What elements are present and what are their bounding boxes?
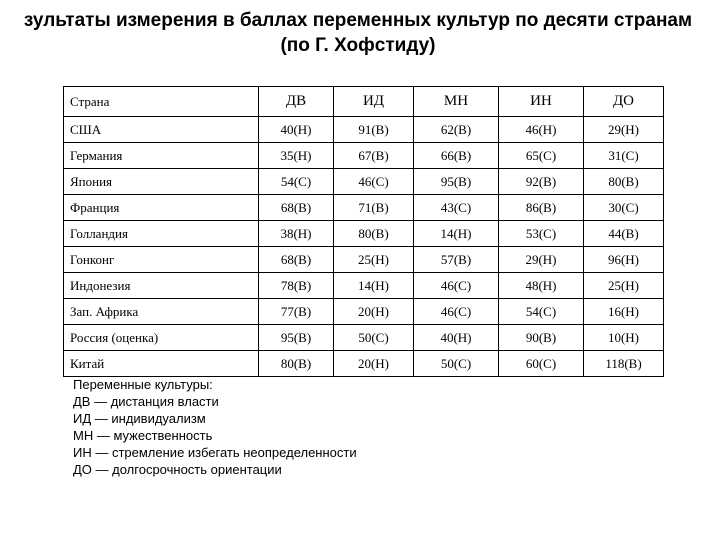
- cell-mn: 43(С): [414, 195, 499, 221]
- cell-in: 46(Н): [499, 117, 584, 143]
- cell-mn: 66(В): [414, 143, 499, 169]
- cell-id: 46(С): [334, 169, 414, 195]
- cell-in: 92(В): [499, 169, 584, 195]
- cell-do: 10(Н): [584, 325, 664, 351]
- legend: [73, 376, 357, 478]
- cell-dv: 40(Н): [259, 117, 334, 143]
- table-row: [64, 247, 664, 273]
- cell-country: Франция: [64, 195, 259, 221]
- cell-country: Гонконг: [64, 247, 259, 273]
- cell-mn: 40(Н): [414, 325, 499, 351]
- cell-mn: 62(В): [414, 117, 499, 143]
- cell-id: 91(В): [334, 117, 414, 143]
- cell-id: 80(В): [334, 221, 414, 247]
- legend-item: ИН — стремление избегать неопределенности: [73, 445, 357, 460]
- column-header-in: ИН: [499, 87, 584, 117]
- cell-do: 44(В): [584, 221, 664, 247]
- table-row: [64, 351, 664, 377]
- cell-mn: 57(В): [414, 247, 499, 273]
- column-header-id: ИД: [334, 87, 414, 117]
- cell-id: 71(В): [334, 195, 414, 221]
- title-line-1: зультаты измерения в баллах переменных культур по десяти странам: [23, 10, 693, 31]
- table-header-row: [64, 87, 664, 117]
- legend-heading: Переменные культуры:: [73, 377, 213, 392]
- cell-country: США: [64, 117, 259, 143]
- table-row: [64, 195, 664, 221]
- cell-in: 48(Н): [499, 273, 584, 299]
- column-header-do: ДО: [584, 87, 664, 117]
- cell-country: Голландия: [64, 221, 259, 247]
- hofstede-table: [63, 86, 664, 377]
- cell-id: 25(Н): [334, 247, 414, 273]
- cell-in: 54(С): [499, 299, 584, 325]
- cell-do: 16(Н): [584, 299, 664, 325]
- cell-mn: 46(С): [414, 273, 499, 299]
- cell-dv: 95(В): [259, 325, 334, 351]
- cell-country: Россия (оценка): [64, 325, 259, 351]
- cell-country: Индонезия: [64, 273, 259, 299]
- cell-country: Германия: [64, 143, 259, 169]
- cell-do: 96(Н): [584, 247, 664, 273]
- cell-in: 65(С): [499, 143, 584, 169]
- column-header-dv: ДВ: [259, 87, 334, 117]
- cell-dv: 80(В): [259, 351, 334, 377]
- page-title: [0, 8, 720, 58]
- cell-mn: 14(Н): [414, 221, 499, 247]
- cell-dv: 68(В): [259, 195, 334, 221]
- cell-id: 20(Н): [334, 351, 414, 377]
- cell-dv: 68(В): [259, 247, 334, 273]
- table-row: [64, 299, 664, 325]
- table-row: [64, 169, 664, 195]
- table-row: [64, 143, 664, 169]
- cell-mn: 46(С): [414, 299, 499, 325]
- cell-dv: 77(В): [259, 299, 334, 325]
- cell-do: 25(Н): [584, 273, 664, 299]
- cell-in: 86(В): [499, 195, 584, 221]
- cell-in: 53(С): [499, 221, 584, 247]
- column-header-mn: МН: [414, 87, 499, 117]
- table-row: [64, 221, 664, 247]
- cell-do: 118(В): [584, 351, 664, 377]
- legend-item: ДО — долгосрочность ориентации: [73, 462, 282, 477]
- cell-do: 29(Н): [584, 117, 664, 143]
- cell-dv: 54(С): [259, 169, 334, 195]
- cell-in: 90(В): [499, 325, 584, 351]
- cell-country: Китай: [64, 351, 259, 377]
- cell-country: Зап. Африка: [64, 299, 259, 325]
- title-line-2: (по Г. Хофстиду): [280, 35, 436, 56]
- column-header-country: Страна: [64, 87, 259, 117]
- cell-do: 31(С): [584, 143, 664, 169]
- cell-in: 60(С): [499, 351, 584, 377]
- cell-id: 14(Н): [334, 273, 414, 299]
- cell-in: 29(Н): [499, 247, 584, 273]
- table-row: [64, 117, 664, 143]
- cell-mn: 95(В): [414, 169, 499, 195]
- table-row: [64, 325, 664, 351]
- legend-item: МН — мужественность: [73, 428, 213, 443]
- cell-dv: 38(Н): [259, 221, 334, 247]
- cell-id: 67(В): [334, 143, 414, 169]
- cell-dv: 78(В): [259, 273, 334, 299]
- cell-dv: 35(Н): [259, 143, 334, 169]
- cell-id: 20(Н): [334, 299, 414, 325]
- cell-mn: 50(С): [414, 351, 499, 377]
- table-row: [64, 273, 664, 299]
- cell-country: Япония: [64, 169, 259, 195]
- legend-item: ИД — индивидуализм: [73, 411, 206, 426]
- cell-id: 50(С): [334, 325, 414, 351]
- cell-do: 80(В): [584, 169, 664, 195]
- cell-do: 30(С): [584, 195, 664, 221]
- legend-item: ДВ — дистанция власти: [73, 394, 219, 409]
